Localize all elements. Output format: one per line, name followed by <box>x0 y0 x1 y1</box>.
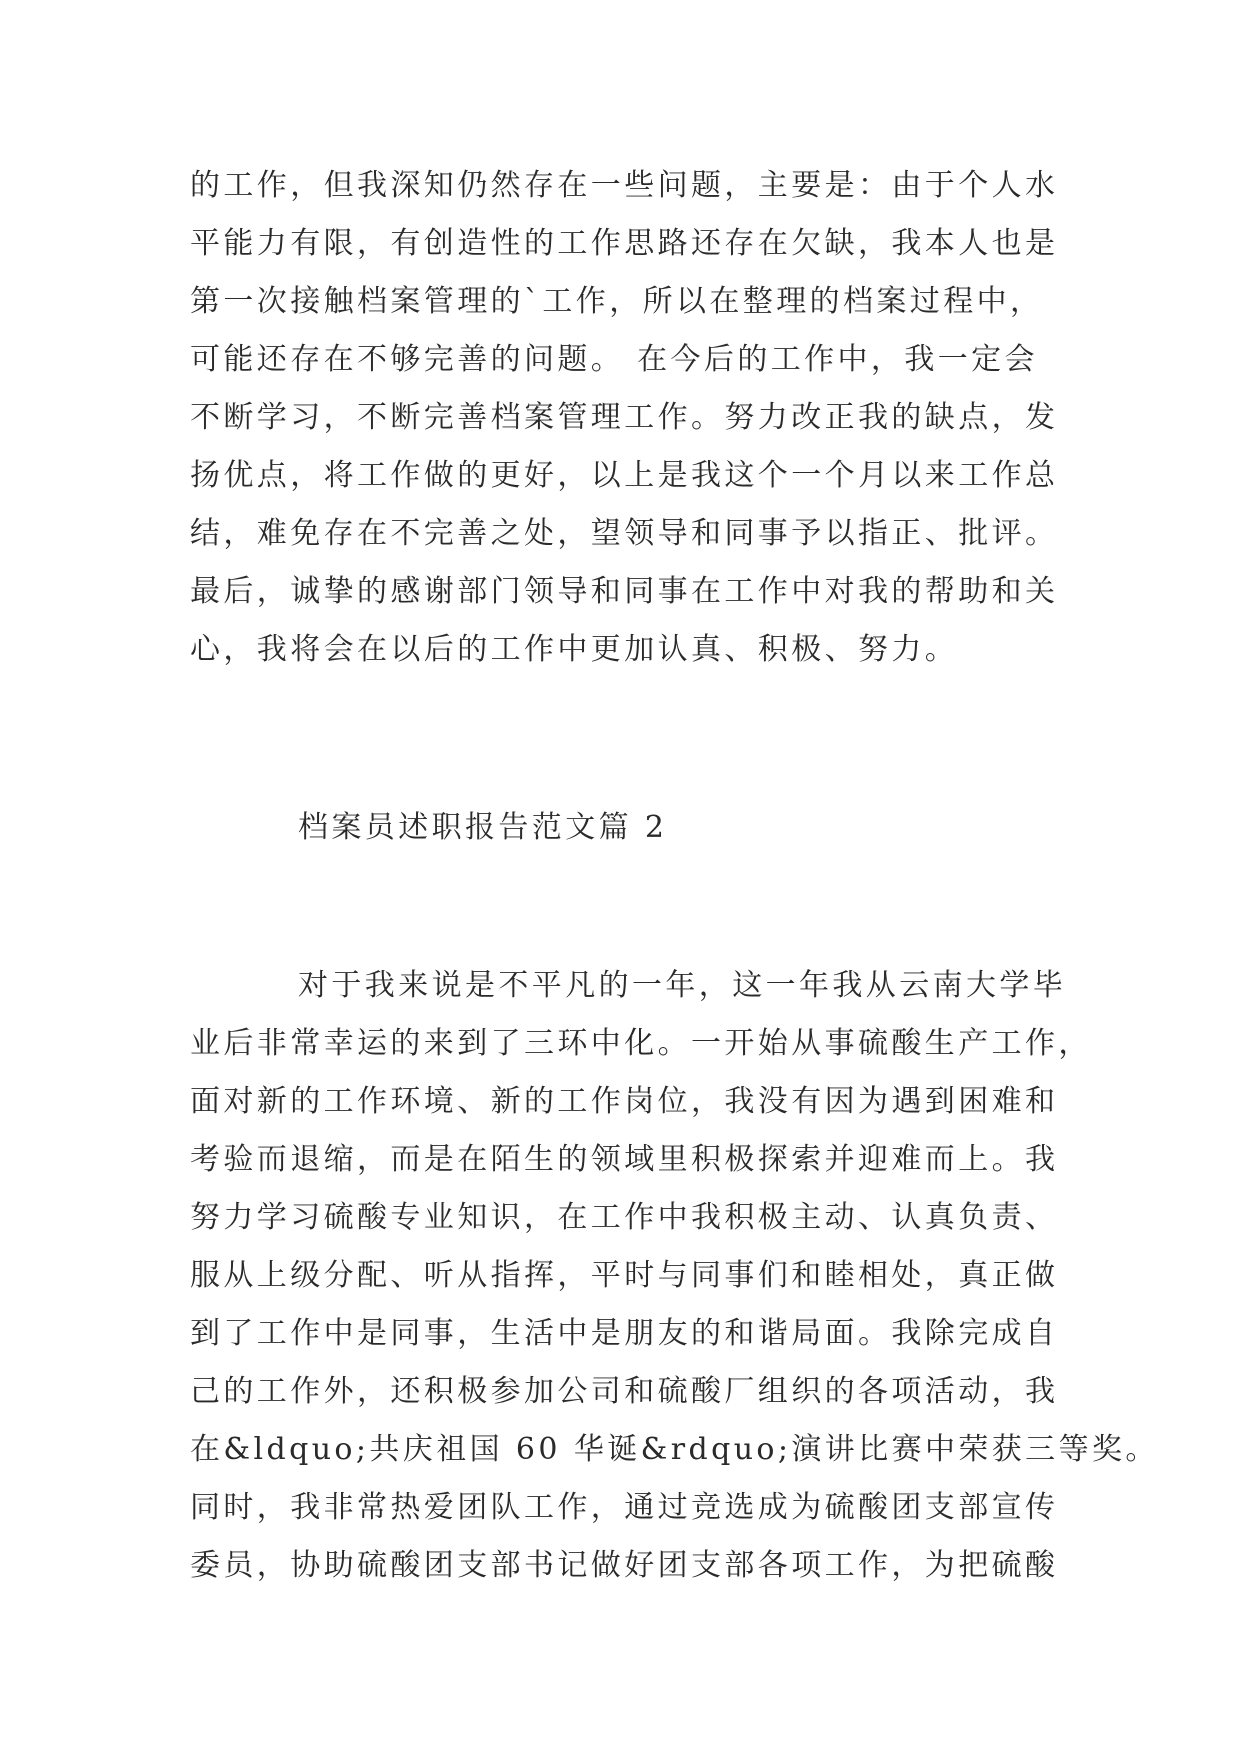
text-line: 业后非常幸运的来到了三环中化。一开始从事硫酸生产工作， <box>190 1026 1092 1061</box>
text-line: 对于我来说是不平凡的一年，这一年我从云南大学毕 <box>298 968 1067 1003</box>
text-line: 扬优点，将工作做的更好，以上是我这个一个月以来工作总 <box>190 458 1059 493</box>
text-line: 在&ldquo;共庆祖国 60 华诞&rdquo;演讲比赛中荣获三等奖。 <box>190 1432 1159 1467</box>
text-line: 平能力有限，有创造性的工作思路还存在欠缺，我本人也是 <box>190 226 1059 261</box>
text-line: 到了工作中是同事，生活中是朋友的和谐局面。我除完成自 <box>190 1316 1059 1351</box>
text-line: 己的工作外，还积极参加公司和硫酸厂组织的各项活动，我 <box>190 1374 1059 1409</box>
text-line: 第一次接触档案管理的`工作，所以在整理的档案过程中， <box>190 284 1044 319</box>
text-line: 同时，我非常热爱团队工作，通过竞选成为硫酸团支部宣传 <box>190 1490 1059 1525</box>
text-line: 最后，诚挚的感谢部门领导和同事在工作中对我的帮助和关 <box>190 574 1059 609</box>
text-line: 服从上级分配、听从指挥，平时与同事们和睦相处，真正做 <box>190 1258 1059 1293</box>
text-line: 委员，协助硫酸团支部书记做好团支部各项工作，为把硫酸 <box>190 1548 1059 1583</box>
text-line: 考验而退缩，而是在陌生的领域里积极探索并迎难而上。我 <box>190 1142 1059 1177</box>
text-line: 努力学习硫酸专业知识，在工作中我积极主动、认真负责、 <box>190 1200 1059 1235</box>
text-line: 可能还存在不够完善的问题。 在今后的工作中，我一定会 <box>190 342 1038 377</box>
text-line: 结，难免存在不完善之处，望领导和同事予以指正、批评。 <box>190 516 1059 551</box>
text-line: 心，我将会在以后的工作中更加认真、积极、努力。 <box>190 632 959 667</box>
section-title: 档案员述职报告范文篇 2 <box>298 810 668 845</box>
text-line: 面对新的工作环境、新的工作岗位，我没有因为遇到困难和 <box>190 1084 1059 1119</box>
text-line: 的工作，但我深知仍然存在一些问题，主要是：由于个人水 <box>190 168 1059 203</box>
text-line: 不断学习，不断完善档案管理工作。努力改正我的缺点，发 <box>190 400 1059 435</box>
